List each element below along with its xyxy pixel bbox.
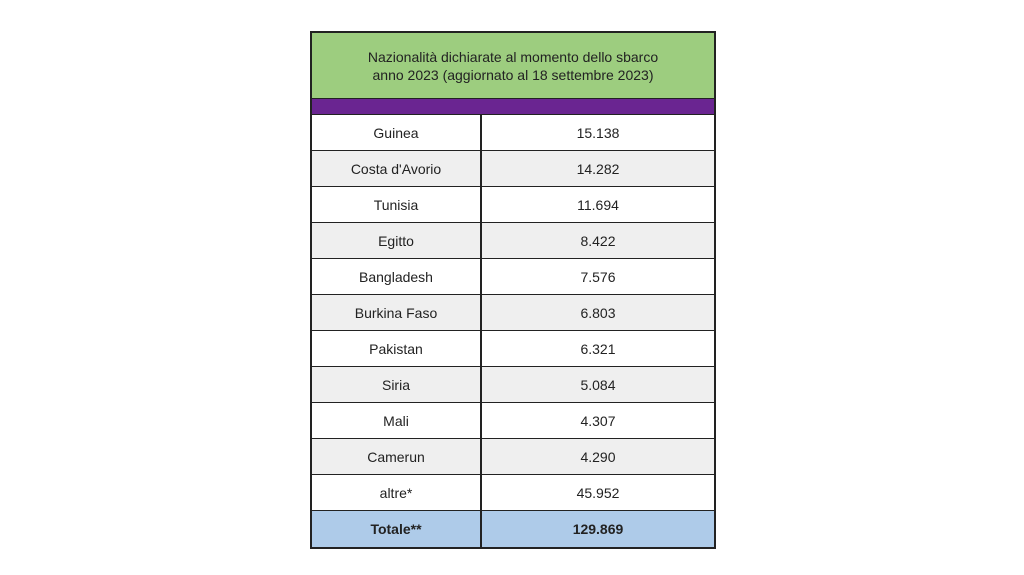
country-cell: Burkina Faso bbox=[312, 295, 482, 330]
table-row bbox=[312, 295, 714, 331]
table-row bbox=[312, 259, 714, 295]
value-cell: 7.576 bbox=[580, 268, 616, 285]
table-title bbox=[312, 33, 714, 99]
country-cell: Mali bbox=[312, 403, 482, 438]
title-line-1: Nazionalità dichiarate al momento dello sbarco bbox=[367, 48, 659, 65]
table-row bbox=[312, 331, 714, 367]
country-cell: Bangladesh bbox=[312, 259, 482, 294]
table-row bbox=[312, 367, 714, 403]
value-cell: 11.694 bbox=[577, 196, 619, 213]
table-body bbox=[312, 115, 714, 547]
nationalities-table bbox=[310, 31, 716, 549]
table-row bbox=[312, 475, 714, 511]
country-cell: Pakistan bbox=[312, 331, 482, 366]
table-row bbox=[312, 223, 714, 259]
country-cell: Guinea bbox=[312, 115, 482, 150]
value-cell: 8.422 bbox=[580, 232, 616, 249]
country-cell: Egitto bbox=[312, 223, 482, 258]
table-row bbox=[312, 151, 714, 187]
value-cell: 4.290 bbox=[580, 448, 616, 465]
total-label: Totale** bbox=[312, 511, 482, 547]
value-cell: 14.282 bbox=[576, 160, 620, 177]
value-cell: 45.952 bbox=[576, 484, 620, 501]
country-cell: altre* bbox=[312, 475, 482, 510]
table-row bbox=[312, 403, 714, 439]
country-cell: Costa d'Avorio bbox=[312, 151, 482, 186]
total-row bbox=[312, 511, 714, 547]
value-cell: 6.803 bbox=[580, 304, 616, 321]
header-band bbox=[312, 99, 714, 115]
table-row bbox=[312, 187, 714, 223]
table-row bbox=[312, 439, 714, 475]
value-cell: 4.307 bbox=[580, 412, 616, 429]
country-cell: Siria bbox=[312, 367, 482, 402]
total-value: 129.869 bbox=[572, 521, 624, 537]
title-line-2: anno 2023 (aggiornato al 18 settembre 2023) bbox=[372, 66, 654, 83]
value-cell: 15.138 bbox=[576, 124, 620, 141]
table-row bbox=[312, 115, 714, 151]
value-cell: 5.084 bbox=[580, 376, 616, 393]
country-cell: Camerun bbox=[312, 439, 482, 474]
country-cell: Tunisia bbox=[312, 187, 482, 222]
value-cell: 6.321 bbox=[580, 340, 616, 357]
